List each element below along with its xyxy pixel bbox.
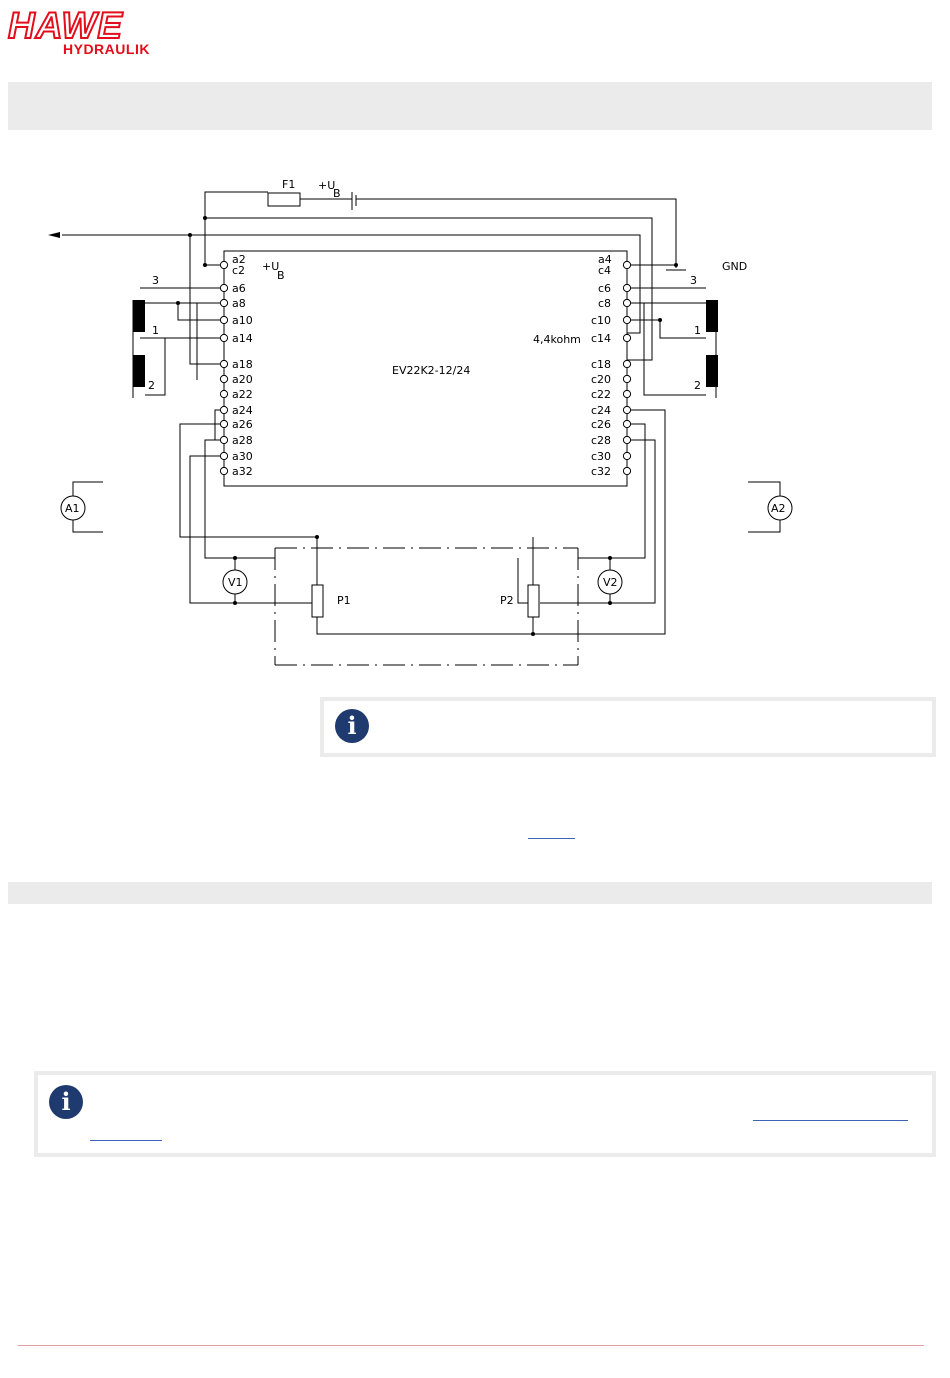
wiring-diagram [0, 150, 950, 690]
pin-label: a32 [232, 465, 253, 478]
pot-p1-label: P1 [337, 594, 351, 607]
fuse-symbol [268, 193, 300, 206]
pin-label: a20 [232, 373, 253, 386]
supply-label: +U [318, 179, 336, 192]
pin-label: c26 [591, 418, 612, 431]
section-header-bar [8, 882, 932, 904]
link[interactable] [753, 1120, 908, 1121]
logo-subtitle: HYDRAULIK [63, 41, 150, 57]
coil-number: 1 [152, 324, 159, 337]
coil-number: 2 [148, 379, 155, 392]
pot-p1 [312, 585, 323, 617]
info-note [34, 1071, 936, 1157]
pin-label: c2 [232, 264, 246, 277]
link[interactable] [90, 1140, 162, 1141]
logo-brand: HAWE [8, 5, 123, 46]
coil-number: 2 [694, 379, 701, 392]
pin-label: c22 [591, 388, 612, 401]
pot-p2 [528, 585, 539, 617]
link[interactable] [528, 838, 575, 839]
pin-label: a28 [232, 434, 253, 447]
pin-label: a14 [232, 332, 253, 345]
module-supply-label: +U [262, 260, 280, 273]
coil-number: 1 [694, 324, 701, 337]
coil-number: 3 [152, 274, 159, 287]
meter-v1-label: V1 [228, 576, 243, 589]
company-logo [8, 5, 153, 57]
pin-label: c8 [598, 297, 612, 310]
pin-label: c10 [591, 314, 612, 327]
footer-divider [18, 1345, 924, 1346]
pin-label: c20 [591, 373, 612, 386]
section-header-bar [8, 82, 932, 130]
pin-label: c30 [591, 450, 612, 463]
pin-label: c6 [598, 282, 612, 295]
pin-label: c14 [591, 332, 612, 345]
resistance-label: 4,4kohm [533, 333, 581, 346]
info-icon: i [49, 1085, 83, 1119]
coil-number: 3 [690, 274, 697, 287]
pin-label: c18 [591, 358, 612, 371]
pin-label: c24 [591, 404, 612, 417]
info-icon: i [335, 709, 369, 743]
info-note [320, 697, 936, 757]
meter-a2-label: A2 [771, 502, 786, 515]
module-label: EV22K2-12/24 [392, 364, 471, 377]
module-supply-sub: B [277, 269, 285, 282]
pin-label: a18 [232, 358, 253, 371]
pin-label: a26 [232, 418, 253, 431]
meter-a1-label: A1 [65, 502, 80, 515]
pin-label: a30 [232, 450, 253, 463]
gnd-label: GND [722, 260, 748, 273]
pot-p2-label: P2 [500, 594, 514, 607]
pin-label: a10 [232, 314, 253, 327]
pin-label: c4 [598, 264, 612, 277]
pin-label: c32 [591, 465, 612, 478]
pin-label: c28 [591, 434, 612, 447]
pin-label: a8 [232, 297, 246, 310]
meter-v2-label: V2 [603, 576, 618, 589]
pin-label: a2 [232, 253, 246, 266]
pin-label: a6 [232, 282, 246, 295]
pin-label: a4 [598, 253, 612, 266]
supply-sub: B [333, 187, 341, 200]
pin-label: a24 [232, 404, 253, 417]
fuse-label: F1 [282, 178, 296, 191]
pin-label: a22 [232, 388, 253, 401]
